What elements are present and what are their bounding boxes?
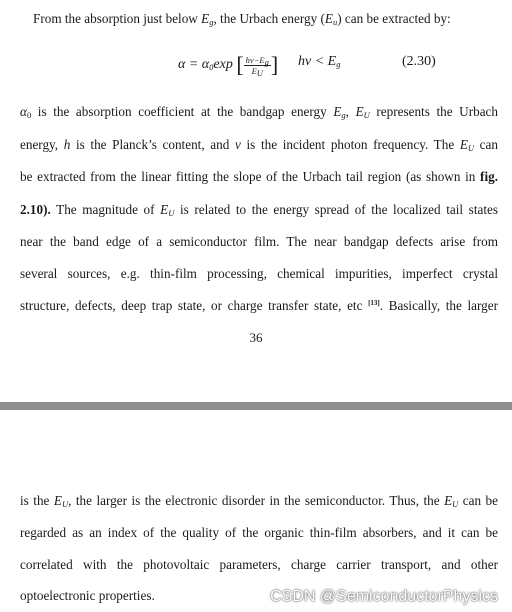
p7-text-a: structure, defects, deep trap state, or charge transfer state, etc <box>20 298 369 313</box>
bracket-right: ] <box>270 52 279 77</box>
para-line-5: near the band edge of a semiconductor film. The near bandgap defects arise from <box>20 234 498 249</box>
intro-text-a: From the absorption just below <box>33 11 202 26</box>
p1-text-b: , <box>345 104 356 119</box>
equation-expression: $\alpha = \alpha_0\exp$ [ $\frac{h\nu-E_g}{E_U}$ ] <box>178 52 279 78</box>
para-line-6: several sources, e.g. thin-film processing, chemical impurities, imperfect crystal <box>20 266 498 281</box>
fraction-numerator: hν−E <box>245 54 265 65</box>
p4-text-b: is related to the energy spread of the localized tail states <box>174 202 498 217</box>
condition-text: hν < E <box>298 54 337 69</box>
page2-line-2: regarded as an index of the quality of the organic thin-film absorbers, and it can be <box>20 525 498 540</box>
para-line-4: 2.10). The magnitude of $E_U$ is related to the energy spread of the localized tail states <box>20 202 498 218</box>
para-line-3 <box>20 168 498 186</box>
page-separator <box>0 402 512 410</box>
fraction-denominator: E <box>251 65 257 76</box>
para-line-7 <box>20 297 498 315</box>
intro-text-c: ) can be extracted by: <box>337 11 451 26</box>
pg2-text-a: is the <box>20 493 54 508</box>
page2-line-3: correlated with the photovoltaic parameters, charge carrier transport, and other <box>20 557 498 572</box>
watermark: CSDN @SemiconductorPhysics <box>270 588 498 605</box>
intro-line: From the absorption just below $E_g$, the Urbach energy $(E_u)$ can be extracted by: <box>33 11 451 27</box>
page-bottom <box>0 410 512 612</box>
p3-text-a: be extracted from the linear fitting the slope of the Urbach tail region (as shown in <box>20 169 481 184</box>
page2-line-1: is the $E_U$, the larger is the electronic disorder in the semiconductor. Thus, the $E_U$ can be <box>20 493 499 509</box>
p2-text-d: can <box>474 137 498 152</box>
p2-text-a: energy, <box>20 137 64 152</box>
urbach-equation <box>0 48 512 80</box>
p2-text-b: is the Planck’s content, and <box>70 137 235 152</box>
equation-fraction: $\frac{h\nu-E_g}{E_U}$ <box>245 54 269 78</box>
equation-number: (2.30) <box>402 54 436 69</box>
fig-ref-a: fig. <box>480 169 498 184</box>
p2-text-c: is the incident photon frequency. The <box>240 137 460 152</box>
pg2-text-b: , the larger is the electronic disorder in the semiconductor. Thus, the <box>68 493 445 508</box>
page-number: 36 <box>249 330 263 345</box>
p7-text-b: . Basically, the larger <box>379 298 499 313</box>
p1-text-c: represents the Urbach <box>369 104 498 119</box>
p1-text-a: is the absorption coefficient at the bandgap energy <box>31 104 334 119</box>
fig-ref-b: 2.10). <box>20 202 51 217</box>
intro-text-b: , the Urbach energy ( <box>213 11 325 26</box>
p4-text-a: The magnitude of <box>50 202 161 217</box>
equation-exp: exp <box>213 57 233 73</box>
equation-condition: $h\nu < E_g$ <box>298 54 341 69</box>
bracket-left: [ <box>236 52 244 77</box>
equation-lhs: α = α <box>178 57 210 73</box>
para-line-1: $\alpha_0$ is the absorption coefficient at the bandgap energy $E_g$, $E_U$ represents the Urbach <box>20 104 498 120</box>
para-line-2: energy, h is the Planck’s content, and ν is the incident photon frequency. The $E_U$ can <box>20 137 498 153</box>
page2-line-4: optoelectronic properties. <box>20 588 155 603</box>
citation: [13] <box>368 299 380 307</box>
pg2-text-c: can be <box>458 493 499 508</box>
